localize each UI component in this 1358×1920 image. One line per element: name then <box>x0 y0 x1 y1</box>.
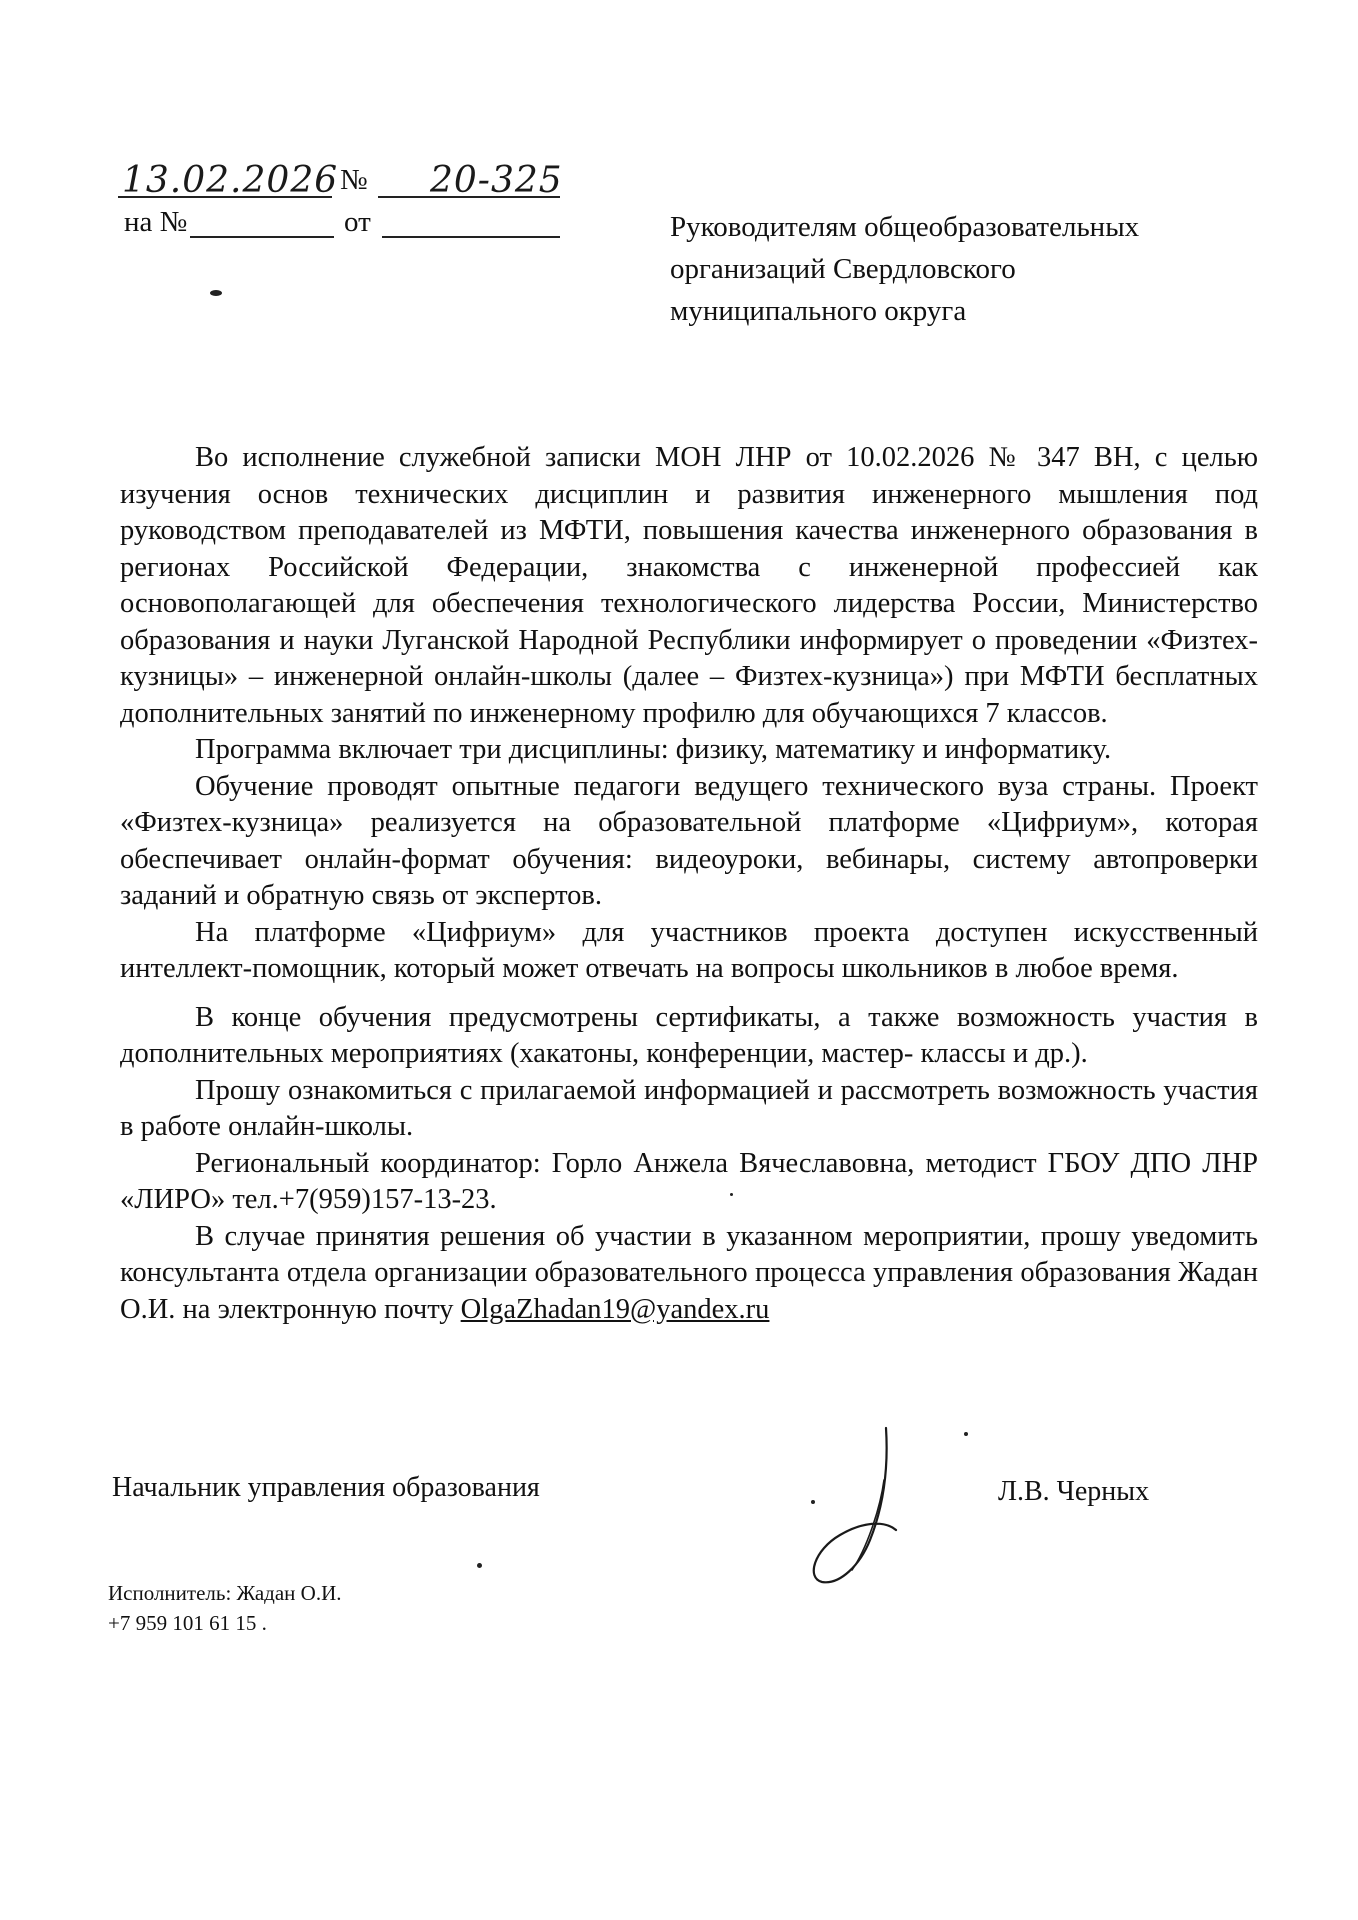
reference-date-label: от <box>344 206 371 238</box>
addressee-line: организаций Свердловского <box>670 253 1016 285</box>
addressee-line: муниципального округа <box>670 295 967 327</box>
scan-speck <box>811 1500 815 1504</box>
body-paragraph: Программа включает три дисциплины: физику, математику и информатику. <box>195 734 1112 765</box>
scan-speck <box>964 1432 968 1436</box>
body-paragraph: На платформе «Цифриум» для участников проекта доступен искусственный интеллект-помощник, который может отвечать на вопросы школьников в любое время. <box>120 916 1258 984</box>
signatory-name: Л.В. Черных <box>998 1476 1150 1507</box>
body-paragraph-text: В случае принятия решения об участии в указанном мероприятии, прошу уведомить консультанта отдела организации образовательного процесса управления образования Жадан О.И. на электронную почту <box>120 1220 1258 1325</box>
scan-speck <box>730 1193 733 1196</box>
registration-number: 20-325 <box>430 160 563 201</box>
ink-mark <box>210 290 222 296</box>
letter-body <box>120 440 1258 1328</box>
reference-number-line <box>190 236 334 238</box>
executor-block <box>108 1578 341 1638</box>
addressee-block <box>670 206 1230 332</box>
reference-number-label: на № <box>124 206 188 238</box>
addressee-line: Руководителям общеобразовательных <box>670 211 1140 243</box>
body-paragraph: В конце обучения предусмотрены сертификаты, а также возможность участия в дополнительных мероприятиях (хакатоны, конференции, мастер- классы и др.). <box>120 1001 1258 1069</box>
registration-date: 13.02.2026 <box>122 160 339 201</box>
body-paragraph <box>120 1219 1258 1329</box>
email-link[interactable]: OlgaZhadan19@yandex.ru <box>460 1293 770 1325</box>
signatory-position: Начальник управления образования <box>112 1472 540 1503</box>
body-paragraph: Во исполнение служебной записки МОН ЛНР от 10.02.2026 № 347 ВН, с целью изучения основ технических дисциплин и развития инженерного мышления под руководством преподавателей из МФТИ, повышения качества инженерного образования в регионах Российской Федерации, знакомства с инженерной профессией как основополагающей для обеспечения технологического лидерства России, Министерство образования и науки Луганской Народной Республики информирует о проведении «Физтех-кузницы» – инженерной онлайн-школы (далее – Физтех-кузница») при МФТИ бесплатных дополнительных занятий по инженерному профилю для обучающихся 7 классов. <box>120 442 1258 729</box>
registration-date-line <box>118 196 332 198</box>
executor-phone: +7 959 101 61 15 . <box>108 1611 267 1635</box>
registration-number-line <box>378 196 560 198</box>
scan-speck <box>477 1563 482 1568</box>
body-paragraph: Обучение проводят опытные педагоги ведущего технического вуза страны. Проект «Физтех-кузница» реализуется на образовательной платформе «Цифриум», которая обеспечивает онлайн-формат обучения: видеоуроки, вебинары, систему автопроверки заданий и обратную связь от экспертов. <box>120 770 1258 911</box>
body-paragraph: Прошу ознакомиться с прилагаемой информацией и рассмотреть возможность участия в работе онлайн-школы. <box>120 1074 1258 1142</box>
registration-number-label: № <box>340 164 368 196</box>
executor-name: Исполнитель: Жадан О.И. <box>108 1581 342 1605</box>
handwritten-signature <box>800 1420 920 1600</box>
reference-date-line <box>382 236 560 238</box>
body-paragraph: Региональный координатор: Горло Анжела Вячеславовна, методист ГБОУ ДПО ЛНР «ЛИРО» тел.+7(959)157-13-23. <box>120 1147 1258 1215</box>
